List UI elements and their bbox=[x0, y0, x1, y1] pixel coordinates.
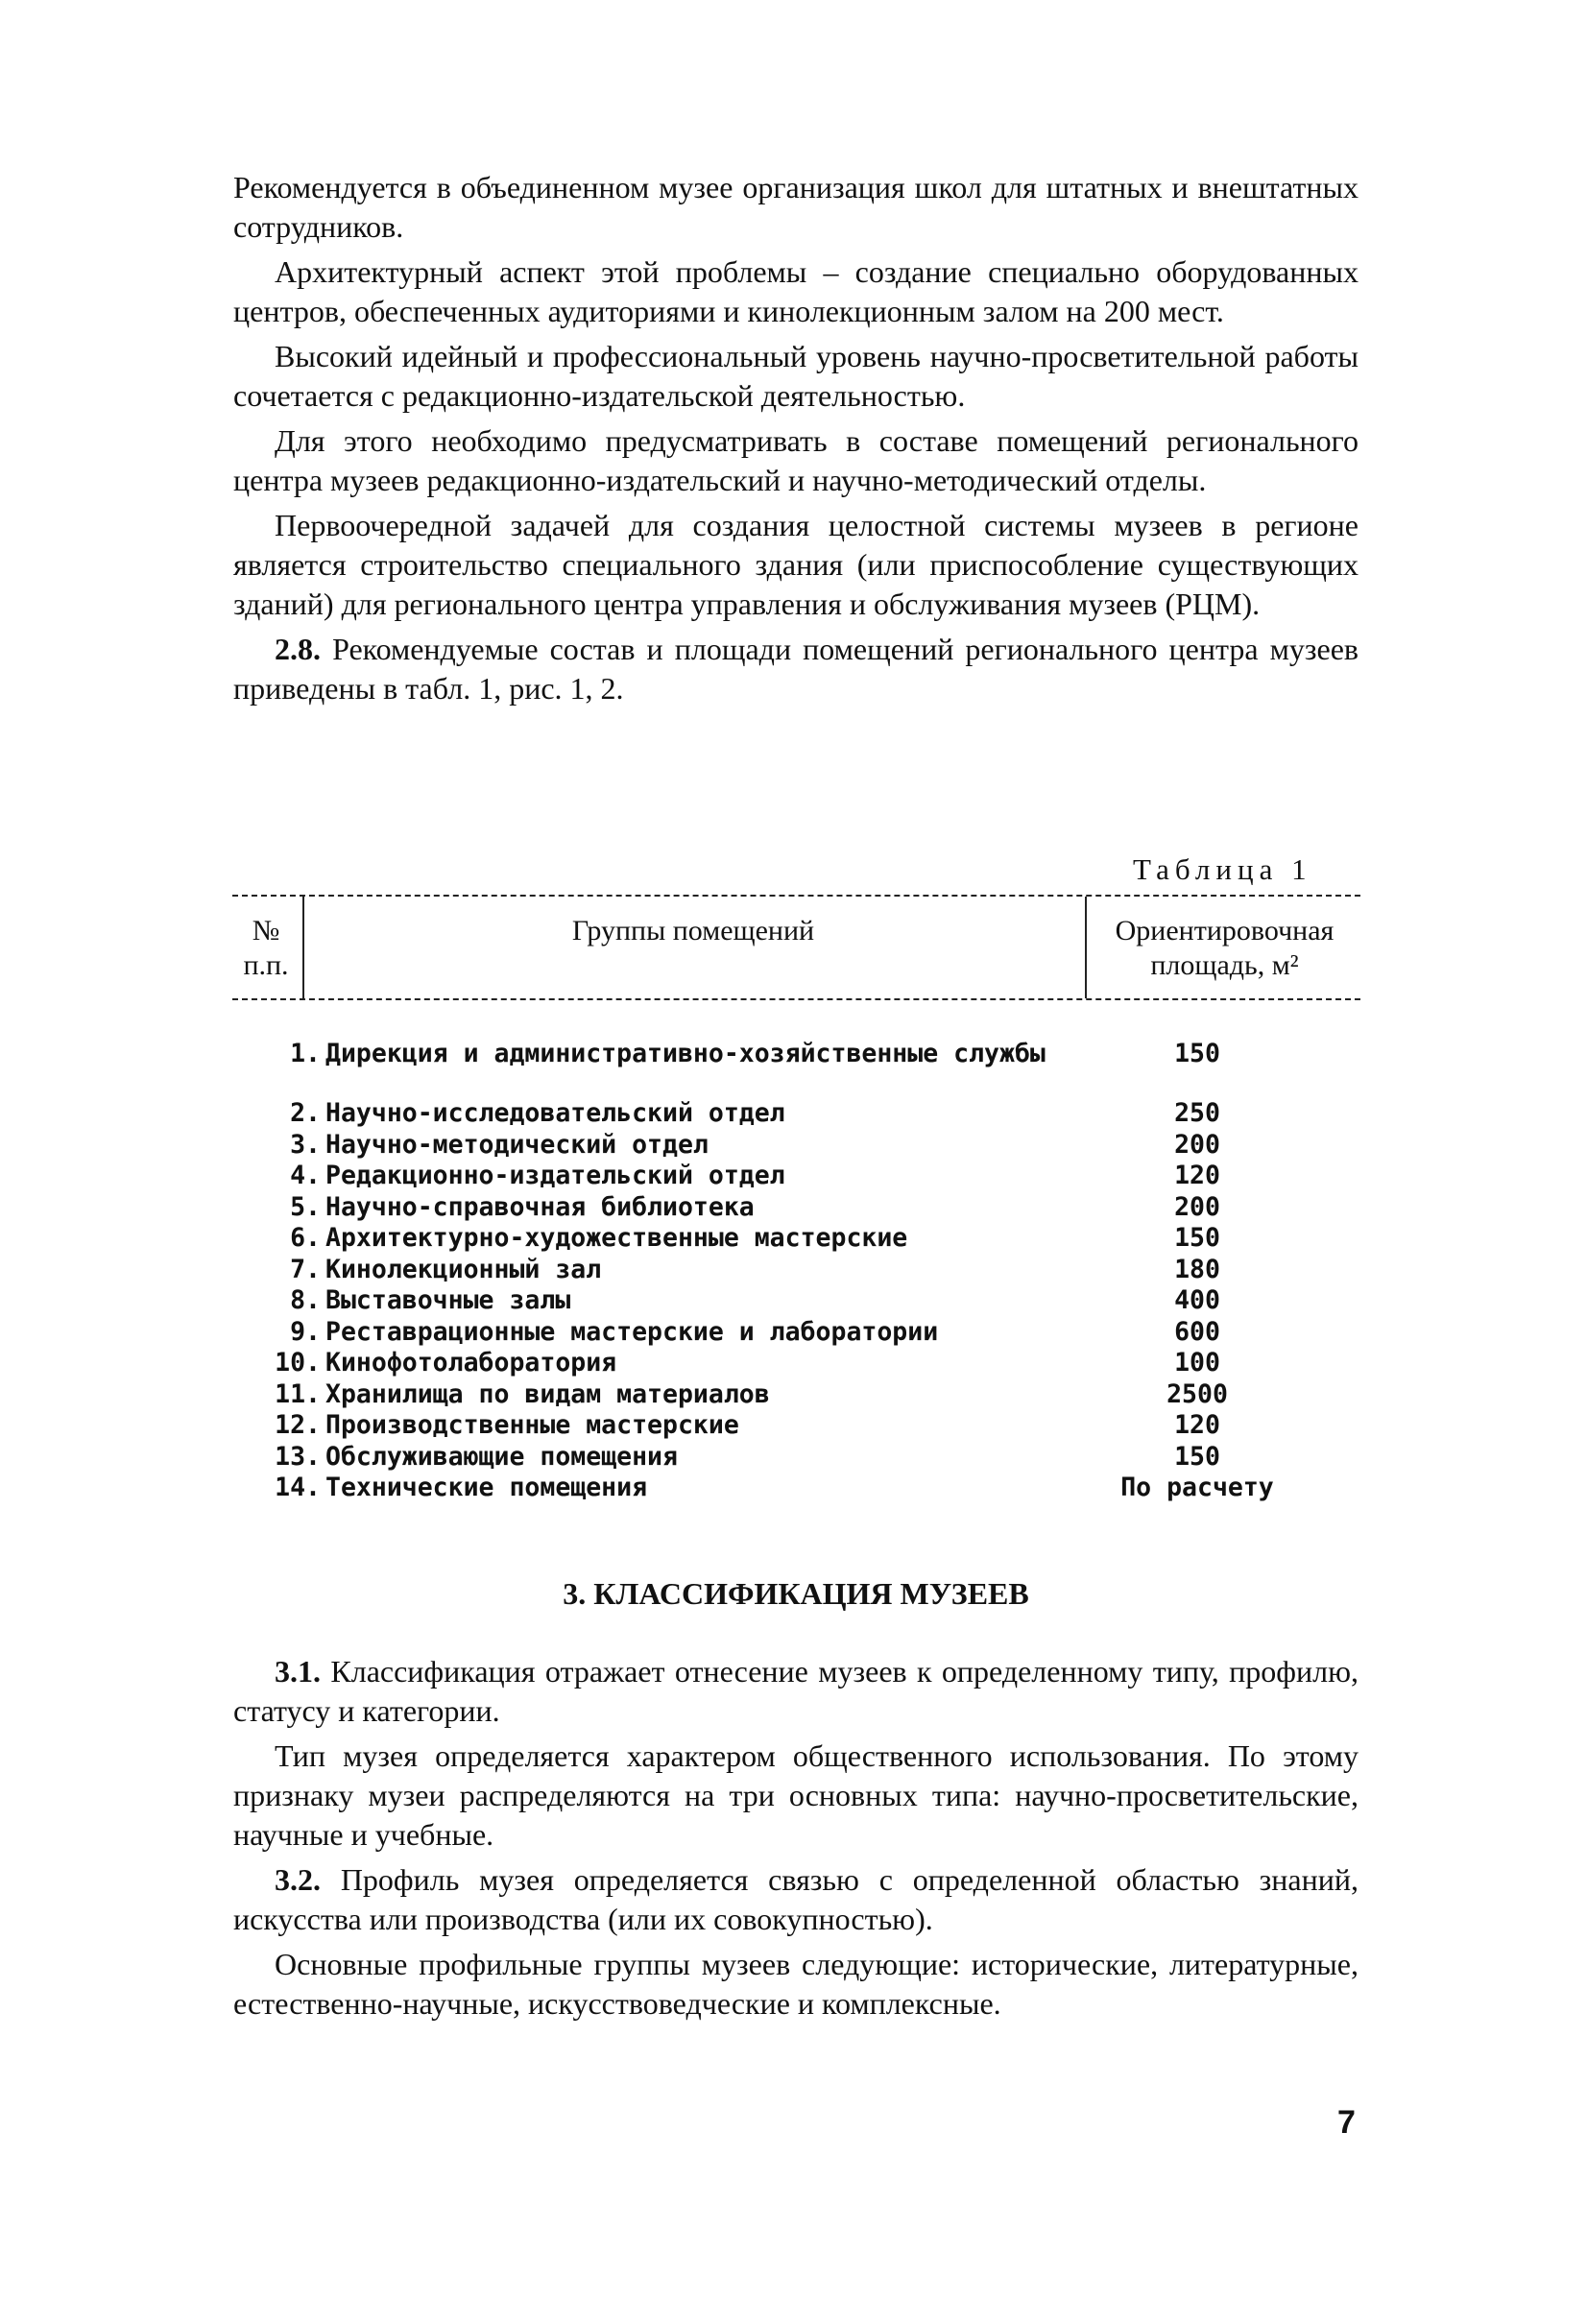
row-group: Производственные мастерские bbox=[325, 1410, 739, 1440]
row-group: Научно-методический отдел bbox=[325, 1129, 709, 1160]
row-number: 12. bbox=[275, 1410, 321, 1440]
table-row bbox=[232, 1039, 1360, 1098]
row-area: 120 bbox=[1174, 1161, 1220, 1190]
row-area: По расчету bbox=[1120, 1473, 1274, 1502]
row-group: Реставрационные мастерские и лаборатории bbox=[325, 1316, 939, 1347]
paragraph-number: 3.2. bbox=[275, 1862, 321, 1897]
row-area: 200 bbox=[1174, 1129, 1220, 1160]
row-area: 120 bbox=[1174, 1410, 1220, 1440]
table-row bbox=[232, 1161, 1360, 1192]
page-number: 7 bbox=[1337, 2104, 1356, 2141]
paragraph: Основные профильные группы музеев следующие: исторические, литературные, естественно-научные, искусствоведческие и комплексные. bbox=[233, 1947, 1359, 2021]
table-col-divider bbox=[302, 897, 304, 998]
row-area: 150 bbox=[1174, 1441, 1220, 1472]
table-caption: Таблица 1 bbox=[1133, 852, 1312, 886]
paragraph-text: Классификация отражает отнесение музеев к определенному типу, профилю, статусу и категории. bbox=[233, 1654, 1359, 1728]
row-number: 3. bbox=[290, 1129, 321, 1160]
row-area: 250 bbox=[1174, 1098, 1220, 1128]
row-area: 180 bbox=[1174, 1254, 1220, 1284]
table-header-rule bbox=[232, 998, 1360, 1000]
row-number: 10. bbox=[275, 1348, 321, 1378]
row-area: 600 bbox=[1174, 1316, 1220, 1347]
paragraph-number: 2.8. bbox=[275, 632, 321, 666]
row-number: 5. bbox=[290, 1191, 321, 1222]
section-3 bbox=[233, 1574, 1359, 2029]
row-number: 9. bbox=[290, 1316, 321, 1347]
paragraph-2-8 bbox=[233, 630, 1359, 708]
paragraph-text: Рекомендуемые состав и площади помещений регионального центра музеев приведены в табл. 1, рис. 1, 2. bbox=[233, 632, 1359, 706]
row-number: 7. bbox=[290, 1254, 321, 1284]
table-row bbox=[232, 1379, 1360, 1411]
row-group: Хранилища по видам материалов bbox=[325, 1378, 770, 1409]
table-top-rule bbox=[232, 895, 1360, 897]
paragraph-3-2 bbox=[233, 1860, 1359, 1939]
table-row bbox=[232, 1410, 1360, 1442]
header-area: Ориентировочная площадь, м² bbox=[1115, 915, 1335, 981]
table-row bbox=[232, 1192, 1360, 1224]
paragraph-3-1 bbox=[233, 1652, 1359, 1731]
row-number: 4. bbox=[290, 1161, 321, 1190]
table-row bbox=[232, 1098, 1360, 1130]
table-row bbox=[232, 1255, 1360, 1286]
row-number: 1. bbox=[290, 1039, 321, 1068]
row-group: Кинолекционный зал bbox=[325, 1254, 602, 1284]
table-row bbox=[232, 1285, 1360, 1317]
row-area: 150 bbox=[1174, 1223, 1220, 1253]
intro-text bbox=[233, 168, 1359, 714]
row-number: 2. bbox=[290, 1098, 321, 1128]
table-row bbox=[232, 1442, 1360, 1473]
row-number: 8. bbox=[290, 1285, 321, 1315]
row-number: 6. bbox=[290, 1223, 321, 1253]
row-group: Технические помещения bbox=[325, 1473, 648, 1502]
paragraph: Тип музея определяется характером общественного использования. По этому признаку музеи распределяются на три основных типа: научно-просветительские, научные и учебные. bbox=[233, 1738, 1359, 1852]
paragraph-number: 3.1. bbox=[275, 1654, 321, 1689]
table-body bbox=[232, 1039, 1360, 1504]
section-heading: 3. КЛАССИФИКАЦИЯ МУЗЕЕВ bbox=[563, 1576, 1029, 1611]
paragraph: Архитектурный аспект этой проблемы – создание специально оборудованных центров, обеспеченных аудиториями и кинолекционным залом на 200 мест. bbox=[233, 254, 1359, 328]
row-number: 11. bbox=[275, 1378, 321, 1409]
table-col-divider bbox=[1085, 897, 1087, 998]
row-number: 14. bbox=[275, 1473, 321, 1502]
row-group: Дирекция и административно-хозяйственные службы bbox=[325, 1039, 1046, 1068]
header-group: Группы помещений bbox=[571, 915, 815, 946]
rooms-table bbox=[232, 893, 1360, 1502]
row-area: 400 bbox=[1174, 1285, 1220, 1315]
row-area: 2500 bbox=[1166, 1378, 1228, 1409]
paragraph: Рекомендуется в объединенном музее организация школ для штатных и внештатных сотрудников. bbox=[233, 170, 1359, 244]
table-row bbox=[232, 1473, 1360, 1504]
row-group: Архитектурно-художественные мастерские bbox=[325, 1223, 908, 1253]
row-group: Редакционно-издательский отдел bbox=[325, 1161, 785, 1190]
paragraph: Первоочередной задачей для создания целостной системы музеев в регионе является строительство специального здания (или приспособление существующих зданий) для регионального центра управления и обслуживания музеев (РЦМ). bbox=[233, 508, 1359, 621]
row-group: Выставочные залы bbox=[325, 1285, 571, 1315]
row-area: 150 bbox=[1174, 1039, 1220, 1068]
table-row bbox=[232, 1317, 1360, 1349]
table-row bbox=[232, 1130, 1360, 1162]
table-row bbox=[232, 1223, 1360, 1255]
row-number: 13. bbox=[275, 1441, 321, 1472]
paragraph: Высокий идейный и профессиональный уровень научно-просветительной работы сочетается с редакционно-издательской деятельностью. bbox=[233, 339, 1359, 413]
row-group: Обслуживающие помещения bbox=[325, 1441, 678, 1472]
paragraph-text: Профиль музея определяется связью с определенной областью знаний, искусства или производства (или их совокупностью). bbox=[233, 1862, 1359, 1936]
row-area: 100 bbox=[1174, 1348, 1220, 1378]
paragraph: Для этого необходимо предусматривать в составе помещений регионального центра музеев редакционно-издательский и научно-методический отделы. bbox=[233, 423, 1359, 497]
row-area: 200 bbox=[1174, 1191, 1220, 1222]
header-number: № п.п. bbox=[243, 915, 289, 981]
table-row bbox=[232, 1348, 1360, 1379]
row-group: Научно-справочная библиотека bbox=[325, 1191, 755, 1222]
row-group: Кинофотолаборатория bbox=[325, 1348, 617, 1378]
row-group: Научно-исследовательский отдел bbox=[325, 1098, 785, 1128]
